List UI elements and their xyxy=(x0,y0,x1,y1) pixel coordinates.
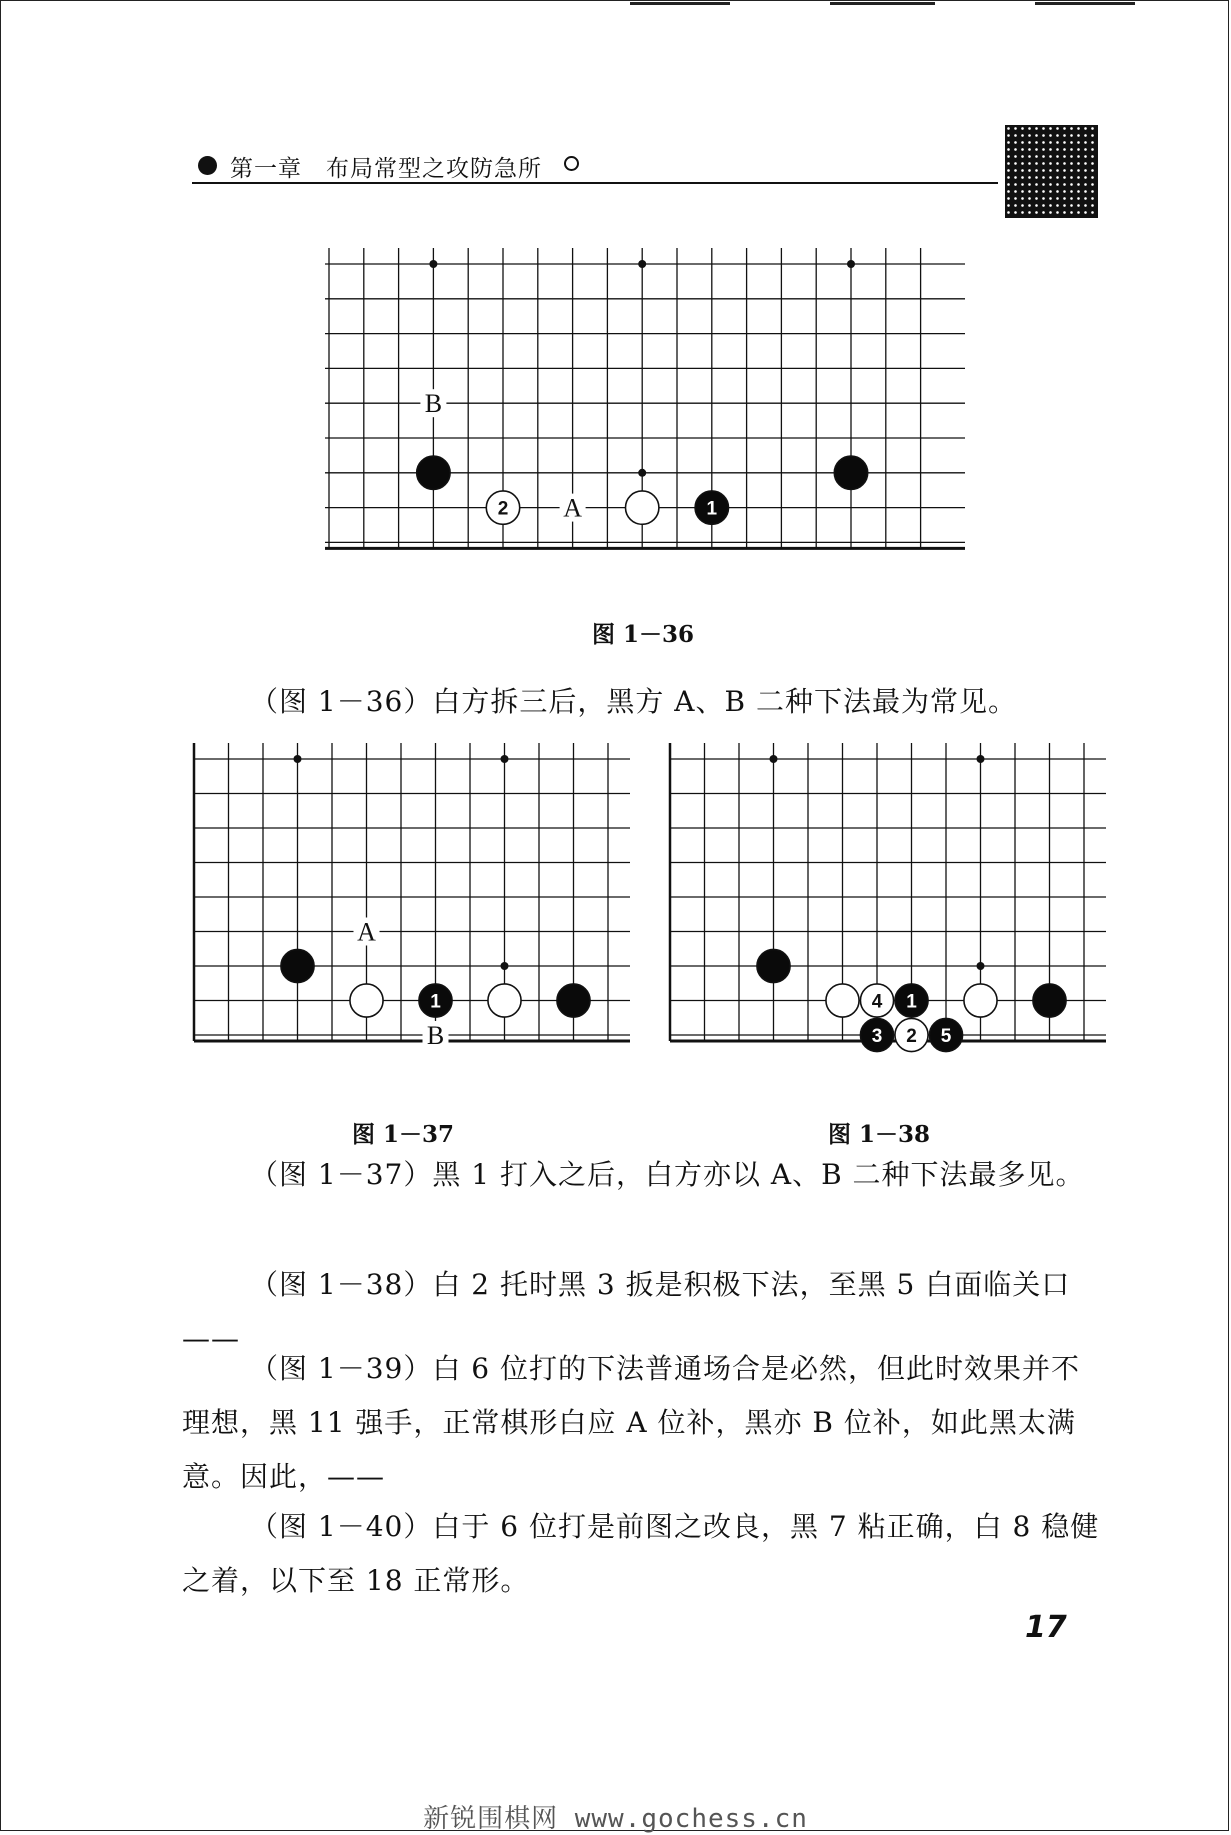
black-stone xyxy=(281,949,314,982)
figure-caption: 图 1－37 xyxy=(352,1121,455,1148)
paragraph-fig-1-40: （图 1－40）白于 6 位打是前图之改良，黑 7 粘正确，白 8 稳健之着，以下至 18 正常形。 xyxy=(182,1510,1100,1597)
board-mark-label: A xyxy=(357,917,376,947)
black-stone xyxy=(417,456,450,489)
white-stone xyxy=(625,491,658,524)
page-number: 17 xyxy=(1025,1610,1067,1645)
figure-caption: 图 1－38 xyxy=(828,1121,931,1148)
board-mark-label: A xyxy=(563,493,582,523)
white-stone xyxy=(350,984,383,1017)
paragraph-fig-1-37: （图 1－37）黑 1 打入之后，白方亦以 A、B 二种下法最多见。 xyxy=(250,1158,1085,1191)
go-board-fig-1-36 xyxy=(325,248,965,588)
watermark-footer: 新锐围棋网 www.gochess.cn xyxy=(423,1804,808,1834)
stone-move-number: 2 xyxy=(906,1026,917,1047)
paragraph-fig-1-39: （图 1－39）白 6 位打的下法普通场合是必然，但此时效果并不理想，黑 11 强手，正常棋形白应 A 位补，黑亦 B 位补，如此黑太满意。因此，—— xyxy=(182,1352,1080,1493)
star-point xyxy=(294,755,302,763)
go-board-fig-1-37 xyxy=(190,743,630,1083)
board-mark-label: B xyxy=(426,1021,445,1050)
star-point xyxy=(429,260,437,268)
black-stone xyxy=(557,984,590,1017)
stone-move-number: 4 xyxy=(871,991,883,1013)
white-stone xyxy=(964,984,997,1017)
white-stone xyxy=(826,984,859,1017)
black-stone xyxy=(757,949,790,982)
filled-circle-icon xyxy=(198,156,217,175)
star-point xyxy=(770,755,778,763)
board-mark-label: B xyxy=(424,389,443,419)
star-point xyxy=(501,962,509,970)
paragraph-fig-1-38: （图 1－38）白 2 托时黑 3 扳是积极下法，至黑 5 白面临关口—— xyxy=(182,1268,1071,1355)
stone-move-number: 1 xyxy=(430,991,441,1013)
star-point xyxy=(638,260,646,268)
figure-caption: 图 1－36 xyxy=(592,621,695,648)
running-header xyxy=(192,148,998,184)
stone-move-number: 1 xyxy=(906,991,917,1013)
go-board-fig-1-38 xyxy=(666,743,1106,1083)
black-stone xyxy=(834,456,867,489)
star-point xyxy=(638,469,646,477)
white-stone xyxy=(488,984,521,1017)
chapter-title: 第一章 布局常型之攻防急所 xyxy=(230,156,542,182)
star-point xyxy=(847,260,855,268)
star-point xyxy=(977,755,985,763)
stone-move-number: 1 xyxy=(706,498,718,520)
hollow-circle-icon xyxy=(564,156,579,171)
black-stone xyxy=(1033,984,1066,1017)
paragraph-fig-1-36: （图 1－36）白方拆三后，黑方 A、B 二种下法最为常见。 xyxy=(250,685,1017,718)
stone-move-number: 2 xyxy=(497,498,509,520)
stone-move-number: 5 xyxy=(940,1026,952,1047)
star-point xyxy=(501,755,509,763)
star-point xyxy=(977,962,985,970)
chapter-thumb-tab xyxy=(1005,125,1098,218)
stone-move-number: 3 xyxy=(871,1026,883,1047)
